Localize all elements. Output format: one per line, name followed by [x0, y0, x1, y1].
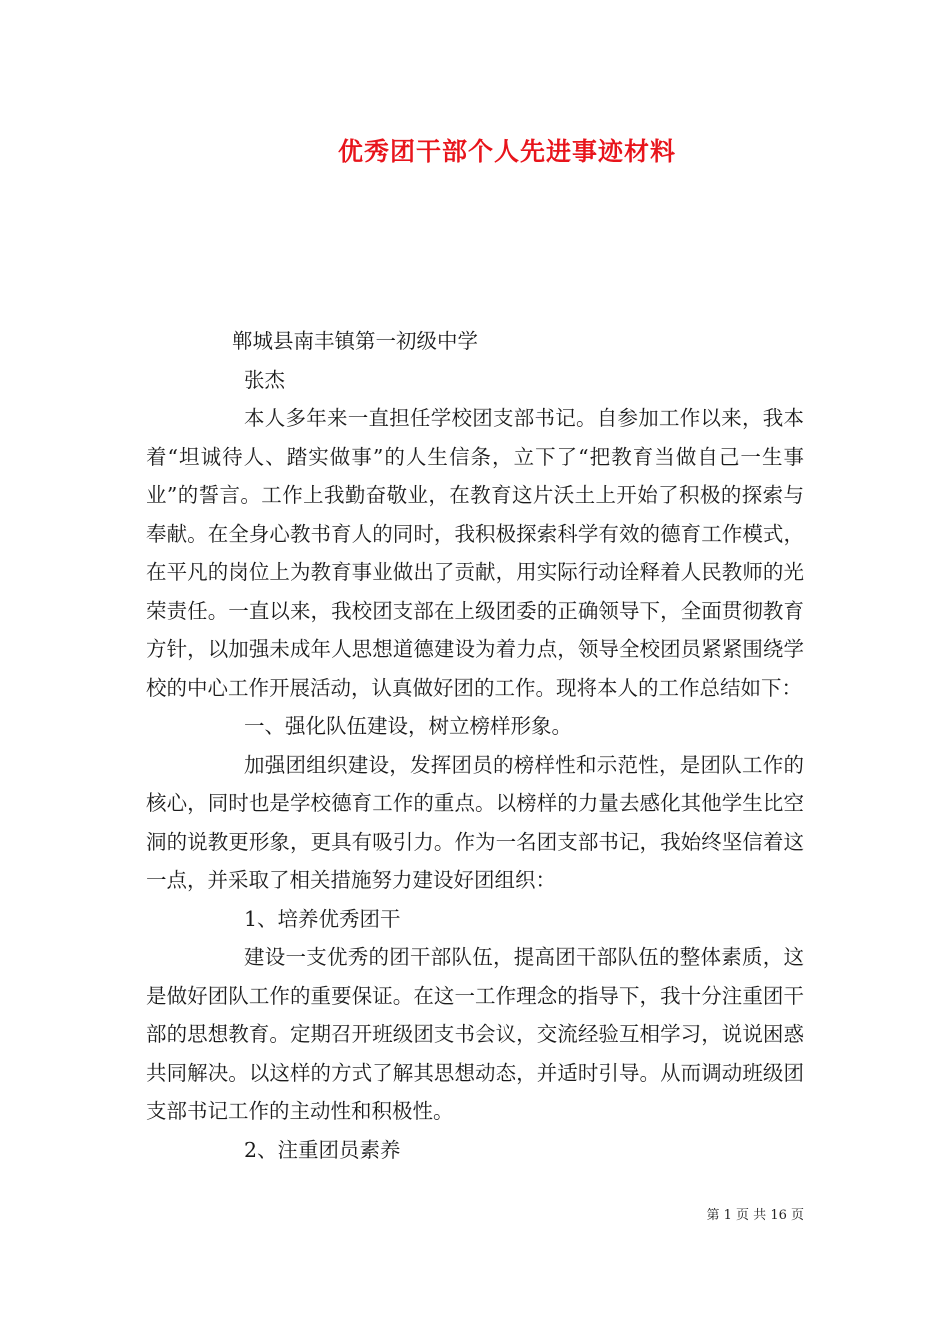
- paragraph-intro: 本人多年来一直担任学校团支部书记。自参加工作以来，我本着“坦诚待人、踏实做事”的人生信条，立下了“把教育当做自己一生事业”的誓言。工作上我勤奋敬业，在教育这片沃土上开始了积极的探索与奉献。在全身心教书育人的同时，我积极探索科学有效的德育工作模式，在平凡的岗位上为教育事业做出了贡献，用实际行动诠释着人民教师的光荣责任。一直以来，我校团支部在上级团委的正确领导下，全面贯彻教育方针，以加强未成年人思想道德建设为着力点，领导全校团员紧紧围绕学校的中心工作开展活动，认真做好团的工作。现将本人的工作总结如下：: [146, 406, 804, 700]
- school-name: 郸城县南丰镇第一初级中学: [232, 329, 478, 353]
- subheading-1: 1、培养优秀团干: [244, 906, 401, 931]
- paragraph-section-1: 加强团组织建设，发挥团员的榜样性和示范性，是团队工作的核心，同时也是学校德育工作的重点。以榜样的力量去感化其他学生比空洞的说教更形象，更具有吸引力。作为一名团支部书记，我始终坚信着这一点，并采取了相关措施努力建设好团组织：: [146, 752, 804, 892]
- author-name: 张杰: [244, 367, 285, 392]
- paragraph-subsection-1: 建设一支优秀的团干部队伍，提高团干部队伍的整体素质，这是做好团队工作的重要保证。在这一工作理念的指导下，我十分注重团干部的思想教育。定期召开班级团支书会议，交流经验互相学习，说说困惑共同解决。以这样的方式了解其思想动态，并适时引导。从而调动班级团支部书记工作的主动性和积极性。: [146, 945, 804, 1123]
- document-body: [146, 322, 804, 1169]
- subheading-2: 2、注重团员素养: [244, 1137, 401, 1162]
- section-heading-1: 一、强化队伍建设，树立榜样形象。: [244, 714, 572, 738]
- page-number-footer: 第 1 页 共 16 页: [706, 1208, 804, 1223]
- document-title: 优秀团干部个人先进事迹材料: [337, 137, 676, 166]
